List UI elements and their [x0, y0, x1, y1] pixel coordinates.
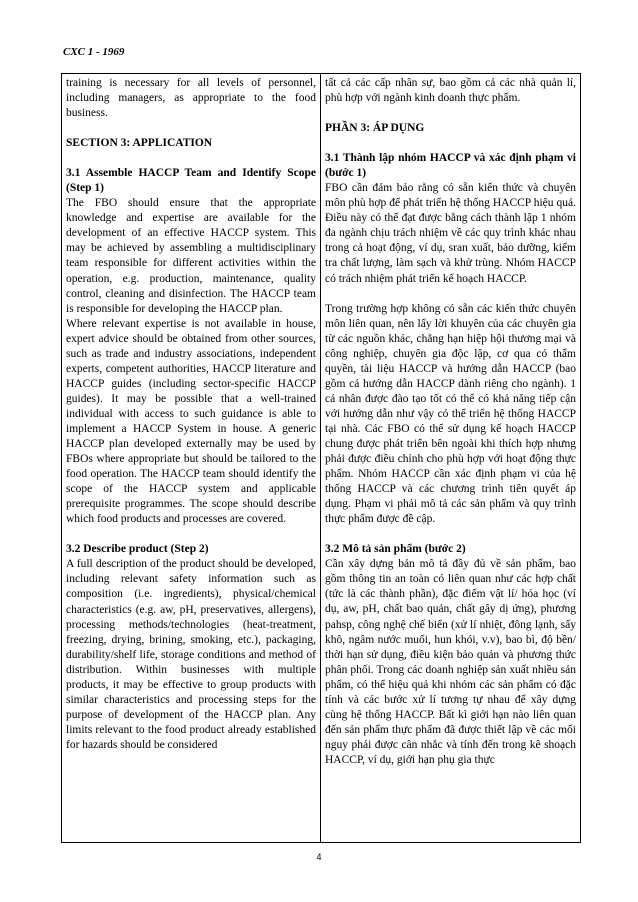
- page-number: 4: [316, 852, 322, 862]
- english-column: [62, 74, 321, 842]
- subsection-3-1-paragraph-1: The FBO should ensure that the appropriate knowledge and expertise are available for the development of an effective HACCP system. This may be achieved by assembling a multidisciplinary team responsible for different activities within the operation, e.g. production, maintenance, quality control, cleaning and disinfection. The HACCP team is responsible for developing the HACCP plan.: [66, 197, 316, 315]
- vietnamese-column: [321, 74, 580, 842]
- intro-paragraph: training is necessary for all levels of personnel, including managers, as appropriate to the food business.: [66, 77, 316, 120]
- document-code-header: CXC 1 - 1969: [63, 46, 125, 58]
- section-title: PHẦN 3: ÁP DỤNG: [325, 122, 425, 135]
- subsection-3-2-title: 3.2 Mô tả sản phẩm (bước 2): [325, 543, 466, 556]
- subsection-3-1-title: 3.1 Assemble HACCP Team and Identify Scope (Step 1): [66, 167, 316, 195]
- subsection-3-2-title: 3.2 Describe product (Step 2): [66, 543, 209, 556]
- bilingual-table: [61, 73, 581, 843]
- intro-paragraph: tất cả các cấp nhân sự, bao gồm cả các nhà quản lí, phù hợp với ngành kinh doanh thực phẩm.: [325, 77, 576, 105]
- subsection-3-1-paragraph-2: Trong trường hợp không có sẵn các kiến thức chuyên môn liên quan, nên lấy lời khuyên của các chuyên gia từ các nguồn khác, chẳng hạn hiệp hội thương mại và công nghiệp, chuyên gia độc lập, cơ qua có thẩm quyền, tài liệu HACCP và hướng dẫn HACCP (bao gồm cả hướng dẫn HACCP dành riêng cho ngành). 1 cá nhân được đào tạo tốt có thể có khả năng tiếp cận với hướng dẫn như vậy có thể triển hệ thống HACCP tại nhà. Các FBO có thể sử dụng kế hoạch HACCP chung được phát triển bên ngoài khi thích hợp nhưng phải được điều chỉnh cho phù hợp với hoạt động thực phẩm. Nhóm HACCP cần xác định phạm vi của hệ thống HACCP và các chương trình tiên quyết áp dụng. Phạm vi phải mô tả các sản phẩm và quy trình thực phẩm được đề cập.: [325, 302, 576, 526]
- subsection-3-1-title: 3.1 Thành lập nhóm HACCP và xác định phạm vi (bước 1): [325, 152, 576, 180]
- subsection-3-2-paragraph: A full description of the product should be developed, including relevant safety information such as composition (i.e. ingredients), physical/chemical characteristics (e.g. aw, pH, preservatives, allergens), processing methods/technologies (heat-treatment, freezing, drying, brining, smoking, etc.), packaging, durability/shelf life, storage conditions and method of distribution. Within businesses with multiple products, it may be effective to group products with similar characteristics and processing steps for the purpose of development of the HACCP plan. Any limits relevant to the food product already established for hazards should be considered: [66, 558, 316, 751]
- subsection-3-1-paragraph-2: Where relevant expertise is not available in house, expert advice should be obtained from other sources, such as trade and industry associations, independent experts, competent authorities, HACCP literature and HACCP guides (including sector-specific HACCP guides). It may be possible that a well-trained individual with access to such guidance is able to implement a HACCP System in house. A generic HACCP plan developed externally may be used by FBOs where appropriate but should be tailored to the food operation. The HACCP team should identify the scope of the HACCP system and applicable prerequisite programmes. The scope should describe which food products and processes are covered.: [66, 317, 316, 526]
- section-title: SECTION 3: APPLICATION: [66, 137, 213, 150]
- subsection-3-1-paragraph-1: FBO cần đảm bảo rằng có sẵn kiến thức và chuyên môn phù hợp để phát triển hệ thống HACCP hiệu quả. Điều này có thể đạt được bằng cách thành lập 1 nhóm đa ngành chịu trách nhiệm về các quy trình khác nhau trong cả hoạt động, ví dụ, sran xuất, bảo dưỡng, kiểm tra chất lượng, làm sạch và khử trùng. Nhóm HACCP có trách nhiệm phát triển kế hoạch HACCP.: [325, 182, 576, 285]
- subsection-3-2-paragraph: Cần xây dựng bản mô tả đầy đủ về sản phẩm, bao gồm thông tin an toàn có liên quan như các hợp chất (tức là các thành phần), đặc điểm vật lí/ hóa học (ví dụ, aw, pH, chất bao quản, chất gây dị ứng), phương pahsp, công nghệ chế biến (xử lí nhiệt, đông lạnh, sấy khô, ngâm nước muối, hun khói, v.v), bao bì, độ bền/ thời hạn sử dụng, điều kiện bảo quản và phương thức phân phối. Trong các doanh nghiệp sản xuất nhiều sản phẩm, có thể hiệu quả khi nhóm các sản phẩm có đặc tính và các bước xử lí tương tự nhau để xây dựng cùng hệ thống HACCP. Bất kì giới hạn nào liên quan đến sản phẩm thực phẩm đã được thiết lập về các mối nguy phải được cân nhắc và tính đến trong kê shoạch HACCP, ví dụ, giới hạn phụ gia thực: [325, 558, 576, 766]
